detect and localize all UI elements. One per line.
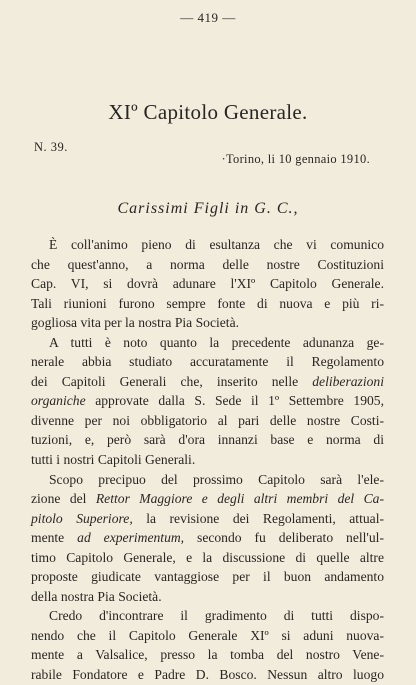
text-line: Cap. VI, si dovrà adunare l'XIº Capitolo Generale. — [31, 276, 384, 292]
italic-run: ad experimentum, — [77, 530, 185, 546]
text-line — [31, 372, 384, 392]
italic-run: organiche — [31, 393, 86, 409]
text-line: che quest'anno, a norma delle nostre Costituzioni — [31, 256, 384, 272]
text-line: timo Capitolo Generale, e la discussione di quelle altre — [31, 549, 384, 565]
text-run: la revisione dei Regolamenti, attual- — [132, 510, 384, 526]
body-text — [31, 235, 384, 685]
text-line: tuzioni, e, però sarà d'ora innanzi base e norma di — [31, 432, 384, 448]
text-run: zione del — [31, 491, 96, 507]
text-run: mente — [31, 530, 78, 546]
text-line: nerale abbia studiato accuratamente il Regolamento — [31, 354, 384, 370]
italic-run: deliberazioni — [312, 373, 384, 389]
page-number: — 419 — — [180, 10, 236, 25]
salutation: Carissimi Figli in G. C., — [117, 200, 299, 217]
text-line: proposte giudicate vantaggiose per il buon andamento — [31, 569, 384, 585]
text-line: nendo che il Capitolo Generale XIº si aduni nuova- — [31, 627, 384, 643]
text-line: È coll'animo pieno di esultanza che vi comunico — [49, 237, 384, 252]
text-line: gogliosa vita per la nostra Pia Società. — [31, 315, 240, 331]
text-line — [31, 509, 384, 529]
text-run: approvate dalla S. Sede il 1º Settembre 1905, — [85, 393, 384, 409]
text-line: Tali riunioni furono sempre fonte di nuova e più ri- — [31, 295, 384, 311]
dateline: ·Torino, li 10 gennaio 1910. — [221, 152, 370, 166]
text-run: dei Capitoli Generali che, inserito nelle — [31, 373, 313, 389]
document-number: N. 39. — [34, 140, 68, 154]
italic-run: Rettor Maggiore e degli altri membri del Ca- — [95, 491, 384, 507]
text-line: Credo d'incontrare il gradimento di tutti dispo- — [49, 608, 384, 624]
chapter-title: XIº Capitolo Generale. — [108, 100, 308, 124]
text-line — [31, 528, 384, 548]
text-line — [31, 489, 384, 509]
text-line: della nostra Pia Società. — [31, 588, 162, 604]
text-line: divenne per noi obbligatorio al pari delle nostre Costi- — [31, 412, 384, 428]
text-line: Scopo precipuo del prossimo Capitolo sarà l'ele- — [49, 471, 384, 487]
text-line: A tutti è noto quanto la precedente adunanza ge- — [49, 334, 384, 350]
text-line: mente a Valsalice, presso la tomba del nostro Vene- — [31, 647, 384, 663]
text-line: rabile Fondatore e Padre D. Bosco. Nessun altro luogo — [31, 667, 384, 683]
text-line: tutti i nostri Capitoli Generali. — [31, 452, 196, 468]
text-line — [31, 391, 384, 411]
italic-run: pitolo Superiore, — [31, 510, 133, 526]
text-run: secondo fu deliberato nell'ul- — [184, 530, 384, 546]
